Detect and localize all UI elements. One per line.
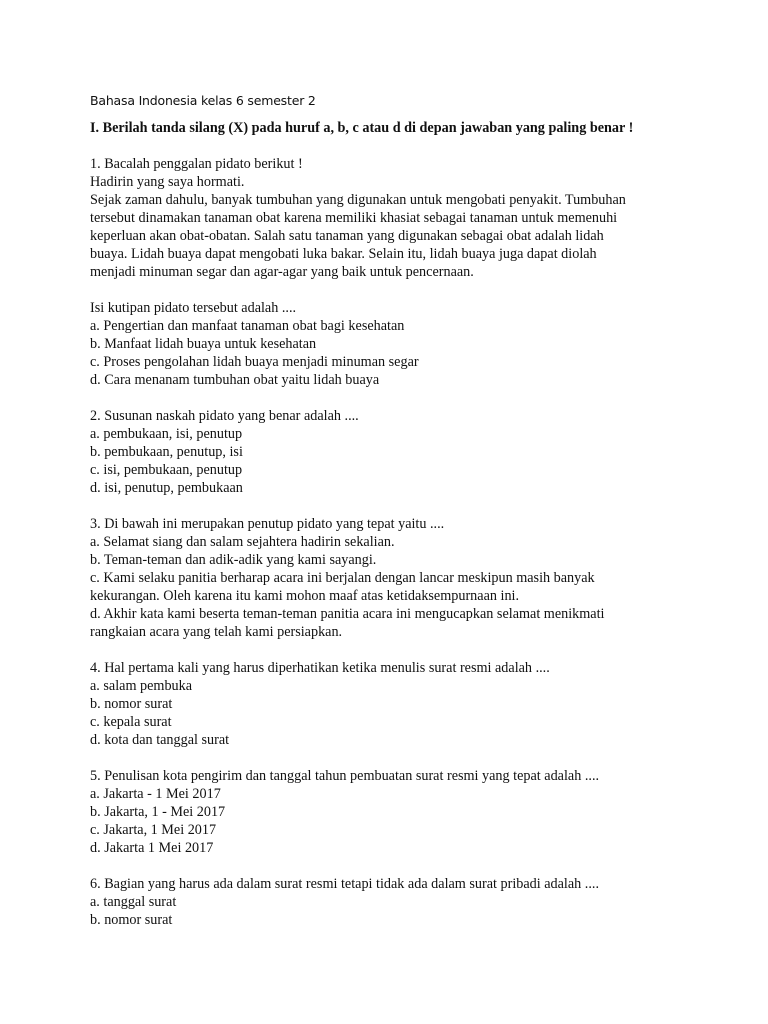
answer-option: d. isi, penutup, pembukaan: [90, 480, 243, 496]
passage-block: [90, 155, 750, 281]
answer-option: c. kepala surat: [90, 714, 172, 730]
question-block: [90, 875, 750, 929]
question-prompt: 5. Penulisan kota pengirim dan tanggal tahun pembuatan surat resmi yang tepat adalah ....: [90, 768, 600, 784]
question-prompt: 6. Bagian yang harus ada dalam surat resmi tetapi tidak ada dalam surat pribadi adalah ....: [90, 876, 599, 892]
answer-option: a. tanggal surat: [90, 894, 177, 910]
answer-option: d. Akhir kata kami beserta teman-teman panitia acara ini mengucapkan selamat menikmati: [90, 606, 605, 622]
answer-option: b. nomor surat: [90, 696, 173, 712]
question-block: [90, 515, 750, 641]
answer-option: rangkaian acara yang telah kami persiapkan.: [90, 624, 343, 640]
question-block: [90, 299, 750, 389]
question-prompt: 3. Di bawah ini merupakan penutup pidato yang tepat yaitu ....: [90, 516, 445, 532]
text-line: Sejak zaman dahulu, banyak tumbuhan yang digunakan untuk mengobati penyakit. Tumbuhan: [90, 192, 626, 208]
answer-option: c. Kami selaku panitia berharap acara ini berjalan dengan lancar meskipun masih banyak: [90, 570, 595, 586]
text-line: tersebut dinamakan tanaman obat karena memiliki khasiat sebagai tanaman untuk memenuhi: [90, 210, 618, 226]
answer-option: kekurangan. Oleh karena itu kami mohon maaf atas ketidaksempurnaan ini.: [90, 588, 520, 604]
answer-option: a. Jakarta - 1 Mei 2017: [90, 786, 221, 802]
question-block: [90, 767, 750, 857]
answer-option: d. Jakarta 1 Mei 2017: [90, 840, 214, 856]
question-prompt: Isi kutipan pidato tersebut adalah ....: [90, 300, 297, 316]
answer-option: d. kota dan tanggal surat: [90, 732, 230, 748]
answer-option: c. isi, pembukaan, penutup: [90, 462, 243, 478]
text-line: menjadi minuman segar dan agar-agar yang baik untuk pencernaan.: [90, 264, 474, 280]
document-header: Bahasa Indonesia kelas 6 semester 2: [90, 93, 316, 108]
answer-option: c. Jakarta, 1 Mei 2017: [90, 822, 217, 838]
text-line: Hadirin yang saya hormati.: [90, 174, 245, 190]
instruction-heading: I. Berilah tanda silang (X) pada huruf a, b, c atau d di depan jawaban yang paling benar !: [90, 120, 634, 136]
answer-option: a. Selamat siang dan salam sejahtera hadirin sekalian.: [90, 534, 395, 550]
answer-option: a. salam pembuka: [90, 678, 193, 694]
document-page: [90, 93, 750, 947]
question-block: [90, 659, 750, 749]
text-line: buaya. Lidah buaya dapat mengobati luka bakar. Selain itu, lidah buaya juga dapat diolah: [90, 246, 597, 262]
text-line: 1. Bacalah penggalan pidato berikut !: [90, 156, 303, 172]
answer-option: a. Pengertian dan manfaat tanaman obat bagi kesehatan: [90, 318, 405, 334]
answer-option: b. nomor surat: [90, 912, 173, 928]
question-prompt: 4. Hal pertama kali yang harus diperhatikan ketika menulis surat resmi adalah ....: [90, 660, 550, 676]
answer-option: c. Proses pengolahan lidah buaya menjadi minuman segar: [90, 354, 419, 370]
answer-option: b. pembukaan, penutup, isi: [90, 444, 243, 460]
answer-option: d. Cara menanam tumbuhan obat yaitu lidah buaya: [90, 372, 380, 388]
answer-option: a. pembukaan, isi, penutup: [90, 426, 243, 442]
text-line: keperluan akan obat-obatan. Salah satu tanaman yang digunakan sebagai obat adalah lidah: [90, 228, 604, 244]
answer-option: b. Jakarta, 1 - Mei 2017: [90, 804, 226, 820]
answer-option: b. Manfaat lidah buaya untuk kesehatan: [90, 336, 317, 352]
answer-option: b. Teman-teman dan adik-adik yang kami sayangi.: [90, 552, 377, 568]
question-block: [90, 407, 750, 497]
question-prompt: 2. Susunan naskah pidato yang benar adalah ....: [90, 408, 359, 424]
